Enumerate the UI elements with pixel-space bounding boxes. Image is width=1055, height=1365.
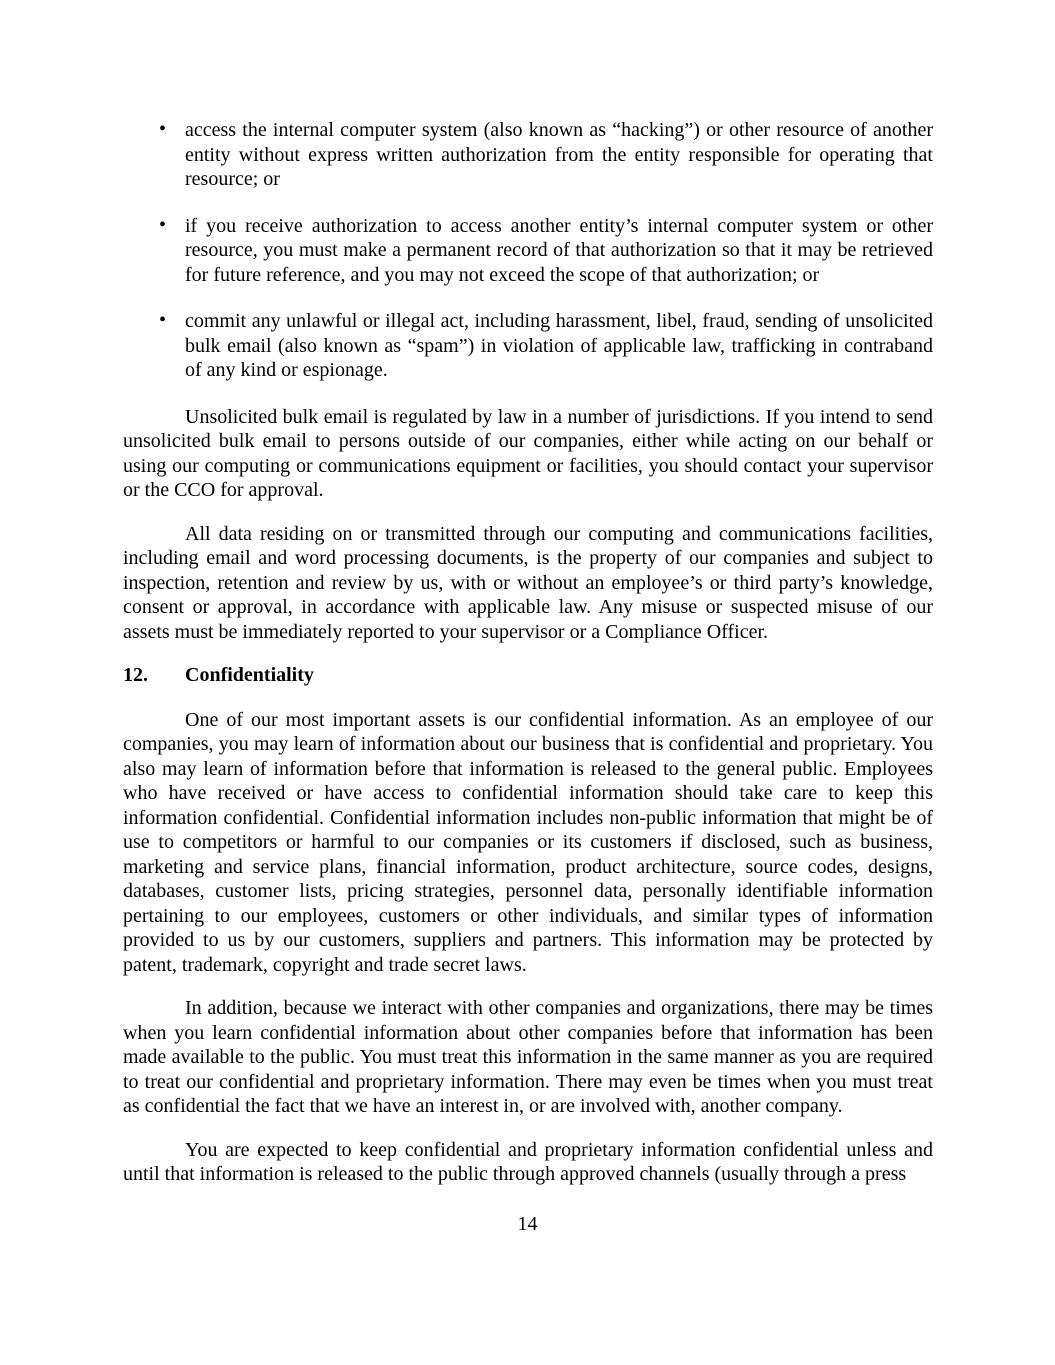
- bullet-icon: •: [159, 309, 167, 331]
- paragraph-other-companies: In addition, because we interact with other companies and organizations, there may be times when you learn confidential information about other companies before that information has been made available to the public. You must treat this information in the same manner as you are required to treat our confidential and proprietary information. There may even be times when you must treat as confidential the fact that we have an interest in, or are involved with, another company.: [123, 997, 933, 1117]
- document-content: [123, 0, 933, 1206]
- paragraph-confidential-assets: One of our most important assets is our confidential information. As an employee of our companies, you may learn of information about our business that is confidential and proprietary. You also may learn of information before that information is released to the general public. Employees who have received or have access to confidential information should take care to keep this information confidential. Confidential information includes non-public information that might be of use to competitors or harmful to our companies or its customers if disclosed, such as business, marketing and service plans, financial information, product architecture, source codes, designs, databases, customer lists, pricing strategies, personnel data, personally identifiable information pertaining to our employees, customers or other individuals, and similar types of information provided to us by our customers, suppliers and partners. This information may be protected by patent, trademark, copyright and trade secret laws.: [123, 708, 933, 976]
- paragraph-keep-confidential: You are expected to keep confidential and proprietary information confidential unless and until that information is released to the public through approved channels (usually through a press: [123, 1138, 933, 1185]
- paragraph-data-property: All data residing on or transmitted through our computing and communications facilities, including email and word processing documents, is the property of our companies and subject to inspection, retention and review by us, with or without an employee’s or third party’s knowledge, consent or approval, in accordance with applicable law. Any misuse or suspected misuse of our assets must be immediately reported to your supervisor or a Compliance Officer.: [123, 522, 933, 643]
- bullet-text: commit any unlawful or illegal act, including harassment, libel, fraud, sending of unsolicited bulk email (also known as “spam”) in violation of applicable law, trafficking in contraband of any kind or espionage.: [185, 310, 933, 381]
- bullet-icon: •: [159, 118, 167, 140]
- section-title: Confidentiality: [185, 664, 314, 686]
- list-item: [123, 309, 933, 383]
- bullet-text: access the internal computer system (also known as “hacking”) or other resource of another entity without express written authorization from the entity responsible for operating that resource; or: [185, 119, 933, 190]
- bullet-text: if you receive authorization to access another entity’s internal computer system or other resource, you must make a permanent record of that authorization so that it may be retrieved for future reference, and you may not exceed the scope of that authorization; or: [185, 214, 933, 286]
- list-item: [123, 118, 933, 192]
- bullet-icon: •: [159, 213, 167, 236]
- page-number: 14: [517, 1213, 538, 1235]
- bullet-list: [123, 118, 933, 383]
- list-item: [123, 214, 933, 288]
- section-heading: [123, 663, 933, 688]
- paragraph-unsolicited-email: Unsolicited bulk email is regulated by law in a number of jurisdictions. If you intend to send unsolicited bulk email to persons outside of our companies, either while acting on our behalf or using our computing or communications equipment or facilities, you should contact your supervisor or the CCO for approval.: [123, 405, 933, 501]
- section-number: 12.: [123, 664, 148, 686]
